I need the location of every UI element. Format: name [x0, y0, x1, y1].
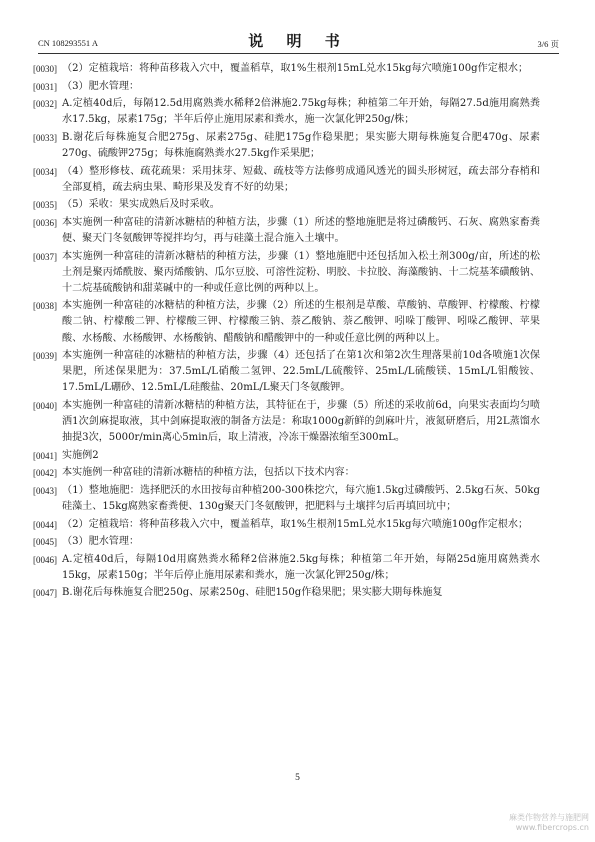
paragraph-text: B.谢花后每株施复合肥275g、尿素275g、硅肥175g作稳果肥；果实膨大期每株施复合肥470g、尿素270g、硫酸钾275g；每株施腐熟粪水27.5kg作采果肥； [62, 131, 540, 159]
paragraph-number: [0030] [33, 64, 57, 74]
paragraph-text: （2）定植栽培：将种苗移栽入穴中，覆盖稻草，取1%生根剂15mL兑水15kg每穴喷施100g作定根水； [62, 518, 529, 530]
paragraph-text: 本实施例一种富硅的清新冰糖桔的种植方法，步骤（1）所述的整地施肥是将过磷酸钙、石灰、腐熟家畜粪便、聚天门冬氨酸钾等搅拌均匀，再与硅藻土混合施入土壤中。 [62, 216, 540, 244]
paragraph [33, 534, 540, 550]
paragraph-number: [0047] [33, 588, 57, 599]
paragraph [33, 348, 540, 396]
paragraph-number: [0039] [33, 351, 57, 362]
page-number: 5 [295, 773, 300, 783]
paragraph-number: [0043] [33, 485, 57, 496]
document-body [33, 61, 540, 603]
watermark-site-name: 麻类作物营养与施肥网 [509, 813, 589, 822]
paragraph-number: [0041] [33, 450, 57, 461]
paragraph-text: （4）整形修枝、疏花疏果：采用抹芽、短截、疏枝等方法修剪成通风透光的圆头形树冠，疏去部分春梢和全部夏梢，疏去病虫果、畸形果及发育不好的幼果； [62, 165, 540, 193]
paragraph [33, 197, 540, 213]
paragraph-number: [0036] [33, 217, 57, 228]
paragraph [33, 164, 540, 196]
site-watermark [509, 813, 589, 833]
paragraph-number: [0033] [33, 132, 57, 143]
paragraph [33, 517, 540, 533]
paragraph [33, 130, 540, 162]
paragraph-number: [0038] [33, 301, 57, 312]
paragraph-number: [0035] [33, 200, 57, 211]
paragraph [33, 215, 540, 247]
paragraph-text: （5）采收：果实成熟后及时采收。 [62, 199, 220, 211]
paragraph [33, 465, 540, 481]
patent-number: CN 108293551 A [38, 38, 98, 48]
paragraph-text: 本实施例一种富硅的清新冰糖桔的种植方法，步骤（1）整地施肥中还包括加入松土剂300g/亩，所述的松土剂是聚丙烯酰胺、聚丙烯酸钠、瓜尔豆胶、可溶性淀粉、明胶、卡拉胶、海藻酸钠、十二烷基苯磺酸钠、十二烷基硫酸钠和甜菜碱中的一种或任意比例的两种以上。 [62, 250, 540, 294]
paragraph [33, 79, 540, 95]
paragraph-number: [0037] [33, 251, 57, 262]
paragraph-text: 本实施例一种富硅的清新冰糖桔的种植方法，其特征在于，步骤（5）所述的采收前6d，向果实表面均匀喷洒1次剑麻提取液，其中剑麻提取液的制备方法是：称取1000g新鲜的剑麻叶片，液氮研磨后，用2L蒸馏水抽提3次，5000r/min离心5min后，取上清液，冷冻干燥器浓缩至300mL。 [62, 399, 540, 444]
paragraph-text: （1）整地施肥：选择肥沃的水田按每亩种植200-300株挖穴，每穴施1.5kg过磷酸钙、2.5kg石灰、50kg硅藻土、15kg腐熟家畜粪便、130g聚天门冬氨酸钾，把肥料与土壤拌匀后再填回坑中； [62, 484, 540, 512]
paragraph-text: （2）定植栽培：将种苗移栽入穴中，覆盖稻草，取1%生根剂15mL兑水15kg每穴喷施100g作定根水； [62, 63, 529, 74]
paragraph [33, 448, 540, 464]
paragraph-number: [0044] [33, 519, 57, 530]
paragraph-text: 本实施例一种富硅的冰糖桔的种植方法，步骤（4）还包括了在第1次和第2次生理落果前10d各喷施1次保果肥，所述保果肥为：37.5mL/L硝酸二氢钾、22.5mL/L硫酸锌、25mL/L硫酸镁、15mL/L钼酸铵、17.5mL/L硼砂、12.5mL/L硅酸盐、20mL/L聚天门冬氨酸钾。 [62, 350, 540, 394]
paragraph [33, 398, 540, 446]
header-rule [38, 53, 559, 54]
paragraph [33, 249, 540, 297]
paragraph-number: [0046] [33, 554, 57, 565]
paragraph-text: （3）肥水管理： [62, 80, 140, 92]
paragraph-text: 本实施例一种富硅的冰糖桔的种植方法，步骤（2）所述的生根剂是草酸、草酸钠、草酸钾、柠檬酸、柠檬酸二钠、柠檬酸二钾、柠檬酸三钾、柠檬酸三钠、萘乙酸钠、萘乙酸钾、吲哚丁酸钾、吲哚乙酸钾、苹果酸、水杨酸、水杨酸钾、水杨酸钠、醋酸钠和醋酸钾中的一种或任意比例的两种以上。 [62, 300, 540, 344]
paragraph-text: A.定植40d后，每隔10d用腐熟粪水稀释2倍淋施2.5kg每株；种植第二年开始，每隔25d施用腐熟粪水15kg，尿素150g；半年后停止施用尿素和粪水，施一次氯化钾250g/株； [62, 553, 540, 581]
page-counter: 3/6 页 [537, 39, 559, 49]
paragraph-text: 本实施例一种富硅的清新冰糖桔的种植方法，包括以下技术内容： [62, 467, 355, 479]
paragraph-text: B.谢花后每株施复合肥250g、尿素250g、硅肥150g作稳果肥；果实膨大期每株施复 [62, 587, 443, 599]
page-header [38, 28, 559, 50]
paragraph [33, 552, 540, 584]
paragraph [33, 96, 540, 128]
paragraph-number: [0045] [33, 537, 57, 548]
watermark-url: www.fibercrops.cn [515, 823, 589, 832]
paragraph [33, 61, 540, 77]
paragraph-number: [0034] [33, 166, 57, 177]
paragraph-text: A.定植40d后，每隔12.5d用腐熟粪水稀释2倍淋施2.75kg每株；种植第二年开始，每隔27.5d施用腐熟粪水17.5kg，尿素175g；半年后停止施用尿素和粪水，施一次氯化钾250g/株； [62, 98, 540, 126]
paragraph-number: [0031] [33, 81, 57, 92]
paragraph-number: [0040] [33, 400, 57, 411]
paragraph-text: 实施例2 [62, 449, 99, 461]
paragraph [33, 585, 540, 601]
paragraph-number: [0032] [33, 99, 57, 110]
paragraph-number: [0042] [33, 468, 57, 479]
paragraph [33, 483, 540, 515]
document-title: 说 明 书 [248, 32, 349, 50]
paragraph [33, 298, 540, 346]
paragraph-text: （3）肥水管理： [62, 536, 140, 548]
